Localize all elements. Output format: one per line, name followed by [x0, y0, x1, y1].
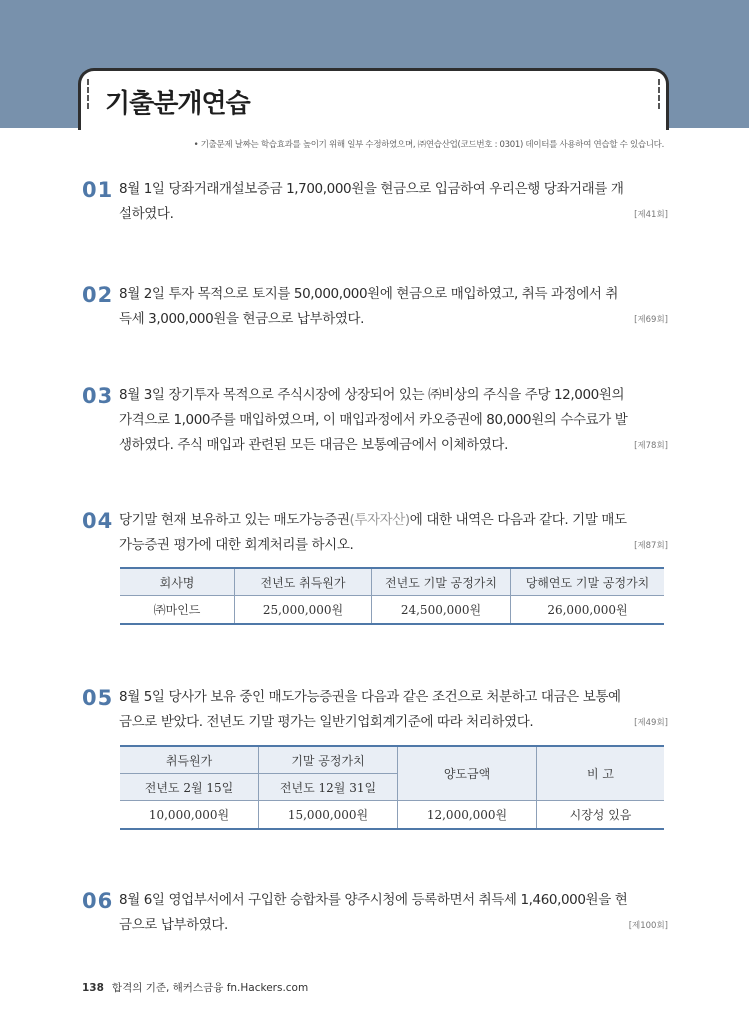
question-line: 8월 3일 장기투자 목적으로 주식시장에 상장되어 있는 ㈜비상의 주식을 주당 12,000원의 [119, 387, 625, 403]
table-cell: 24,500,000원 [372, 596, 511, 625]
table-row [120, 596, 664, 625]
table-cell: ㈜마인드 [120, 596, 235, 625]
question-03 [82, 384, 668, 462]
table-header: 기말 공정가치 [259, 746, 398, 774]
question-line: 득세 3,000,000원을 현금으로 납부하였다. [119, 311, 365, 327]
title-box [78, 68, 669, 130]
title-box-stitch-left [87, 79, 99, 109]
table-header: 양도금액 [398, 746, 537, 801]
page-title: 기출분개연습 [105, 89, 250, 119]
page-footer [82, 980, 308, 995]
question-number: 01 [82, 178, 114, 202]
footer-text: 합격의 기준, 해커스금융 fn.Hackers.com [111, 982, 309, 994]
securities-table [120, 567, 664, 625]
exam-reference: [제78회] [634, 441, 668, 451]
table-header: 취득원가 [120, 746, 259, 774]
question-line: 8월 6일 영업부서에서 구입한 승합차를 양주시청에 등록하면서 취득세 1,460,000원을 현 [119, 892, 628, 908]
question-text [119, 508, 665, 558]
question-text-part: 에 대한 내역은 다음과 같다. 기말 매도 [409, 512, 627, 528]
question-text [119, 888, 665, 938]
question-line: 8월 1일 당좌거래개설보증금 1,700,000원을 현금으로 입금하여 우리은행 당좌거래를 개 [119, 181, 624, 197]
question-number: 05 [82, 686, 114, 710]
question-number: 06 [82, 889, 114, 913]
exam-reference: [제69회] [634, 315, 668, 325]
question-02 [82, 283, 668, 335]
question-05 [82, 686, 668, 738]
table-header: 전년도 취득원가 [235, 568, 372, 596]
question-line: 금으로 납부하였다. [119, 917, 228, 933]
exam-reference: [제100회] [628, 921, 668, 931]
table-header: 비 고 [537, 746, 665, 801]
question-text [119, 282, 665, 332]
question-text-part: 당기말 현재 보유하고 있는 매도가능증권 [119, 512, 350, 528]
table-cell: 26,000,000원 [511, 596, 665, 625]
exam-reference: [제41회] [634, 210, 668, 220]
table-cell: 12,000,000원 [398, 801, 537, 830]
question-line [119, 508, 665, 533]
question-line: 가능증권 평가에 대한 회계처리를 하시오. [119, 537, 354, 553]
table-header: 전년도 12월 31일 [259, 774, 398, 801]
table-cell: 15,000,000원 [259, 801, 398, 830]
table-header: 전년도 기말 공정가치 [372, 568, 511, 596]
table-header: 회사명 [120, 568, 235, 596]
question-number: 02 [82, 283, 114, 307]
question-number: 04 [82, 509, 114, 533]
exam-reference: [제49회] [634, 718, 668, 728]
question-line: 8월 5일 당사가 보유 중인 매도가능증권을 다음과 같은 조건으로 처분하고 대금은 보통예 [119, 689, 621, 705]
question-number: 03 [82, 384, 114, 408]
table-header: 당해연도 기말 공정가치 [511, 568, 665, 596]
question-line: 가격으로 1,000주를 매입하였으며, 이 매입과정에서 카오증권에 80,000원의 수수료가 발 [119, 412, 628, 428]
table-header: 전년도 2월 15일 [120, 774, 259, 801]
question-04 [82, 509, 668, 561]
question-line: 금으로 받았다. 전년도 기말 평가는 일반기업회계기준에 따라 처리하였다. [119, 714, 534, 730]
question-line: 설하였다. [119, 206, 174, 222]
page-note: • 기출문제 날짜는 학습효과를 높이기 위해 일부 수정하였으며, ㈜연습산업(코드번호 : 0301) 데이터를 사용하여 연습할 수 있습니다. [193, 140, 664, 150]
table-cell: 25,000,000원 [235, 596, 372, 625]
table-cell: 시장성 있음 [537, 801, 665, 830]
page-number: 138 [82, 982, 104, 994]
exam-reference: [제87회] [634, 541, 668, 551]
question-line: 8월 2일 투자 목적으로 토지를 50,000,000원에 현금으로 매입하였고, 취득 과정에서 취 [119, 286, 619, 302]
question-text [119, 685, 665, 735]
question-line: 생하였다. 주식 매입과 관련된 모든 대금은 보통예금에서 이체하였다. [119, 437, 508, 453]
question-text [119, 383, 665, 458]
table-row [120, 801, 664, 830]
question-06 [82, 889, 668, 941]
disposal-table [120, 745, 664, 830]
table-cell: 10,000,000원 [120, 801, 259, 830]
question-01 [82, 178, 668, 230]
title-box-stitch-right [648, 79, 660, 109]
question-text [119, 177, 665, 227]
question-text-annotation: (투자자산) [349, 512, 410, 528]
